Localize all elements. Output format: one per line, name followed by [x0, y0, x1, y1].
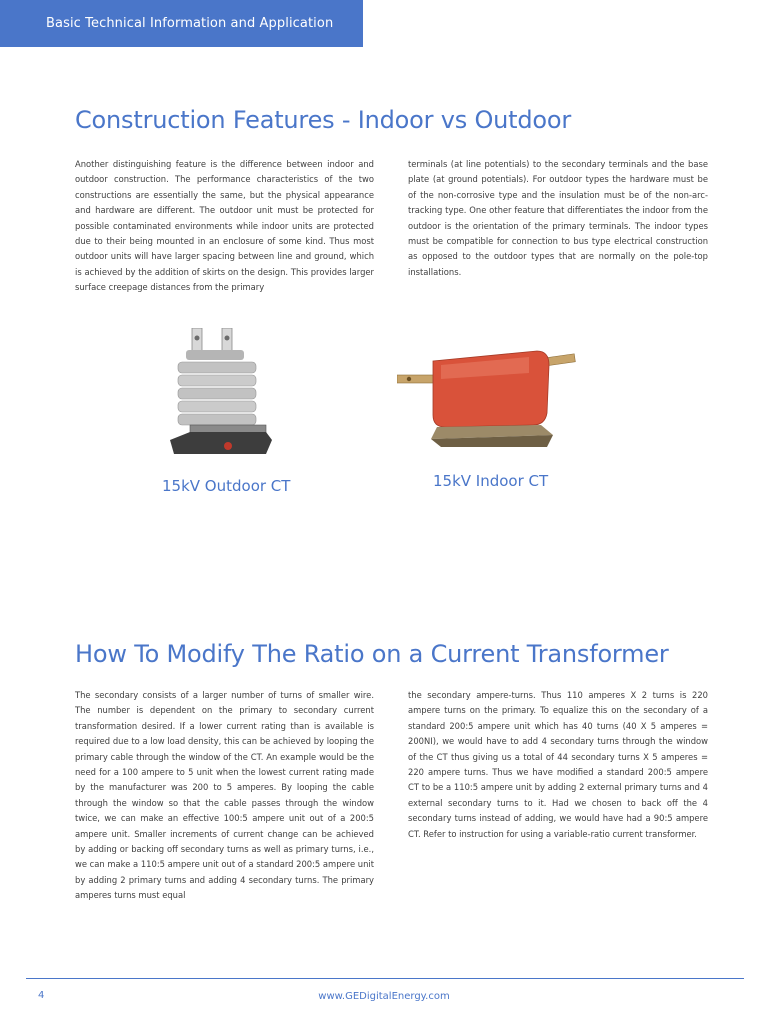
section1-col2-text: terminals (at line potentials) to the secondary terminals and the base plate (at ground potentials). For outdoor types the hardware must be of the non-corrosive type and the insulation must be of the non-arc-tracking type. One other feature that differentiates the indoor from the outdoor is the orientation of the primary terminals. The indoor types must be compatible for connection to bus type electrical construction as opposed to the outdoor types that are normally on the pole-top installations. — [408, 159, 708, 277]
footer-divider — [26, 978, 744, 979]
footer-url-link[interactable]: www.GEDigitalEnergy.com — [318, 991, 450, 1002]
indoor-ct-image — [397, 343, 577, 447]
header-banner — [0, 0, 363, 47]
page-number: 4 — [38, 990, 45, 1001]
section1-col1-text: Another distinguishing feature is the difference between indoor and outdoor construction. The performance characteristics of the two constructions are essentially the same, but the physical appearance and hardware are different. The outdoor unit must be protected for possible contaminated environments while indoor units are protected due to their being mounted in an enclosure of some kind. Thus most outdoor units will have larger spacing between line and ground, which is achieved by the addition of skirts on the design. This provides larger surface creepage distances from the primary — [75, 159, 374, 293]
indoor-ct-caption: 15kV Indoor CT — [433, 472, 549, 490]
outdoor-ct-image — [166, 328, 276, 456]
outdoor-ct-caption: 15kV Outdoor CT — [162, 477, 291, 495]
section2-col1-text: The secondary consists of a larger number of turns of smaller wire. The number is dependent on the primary to secondary current transformation desired. If a lower current rating than is available is required due to a low load density, this can be achieved by looping the primary cable through the window of the CT. An example would be the need for a 100 ampere to 5 unit when the lowest current rating made by the manufacturer was 200 to 5 amperes. By looping the cable through the window so that the cable passes through the window twice, we can make an effective 100:5 ampere unit out of a 200:5 ampere unit. Smaller increments of current change can be achieved by adding or backing off secondary turns as well as primary turns, i.e., we can make a 110:5 ampere unit out of a standard 200:5 ampere unit by adding 2 primary turns and adding 4 secondary turns. The primary amperes turns must equal — [75, 690, 374, 901]
header-title: Basic Technical Information and Application — [46, 16, 334, 31]
section2-col2-text: the secondary ampere-turns. Thus 110 amperes X 2 turns is 220 ampere turns on the primary. To equalize this on the secondary of a standard 200:5 ampere unit which has 40 turns (40 X 5 amperes = 200NI), we would have to add 4 secondary turns through the window of the CT thus giving us a total of 44 secondary turns X 5 amperes = 220 ampere turns. Thus we have modified a standard 200:5 ampere CT to be a 110:5 ampere unit by adding 2 external primary turns and 4 external secondary turns to it. Had we chosen to back off the 4 secondary turns instead of adding, we would have had a 90:5 ampere CT. Refer to instruction for using a variable-ratio current transformer. — [408, 690, 708, 839]
section1-heading: Construction Features - Indoor vs Outdoor — [75, 106, 572, 134]
section2-heading: How To Modify The Ratio on a Current Transformer — [75, 640, 669, 668]
